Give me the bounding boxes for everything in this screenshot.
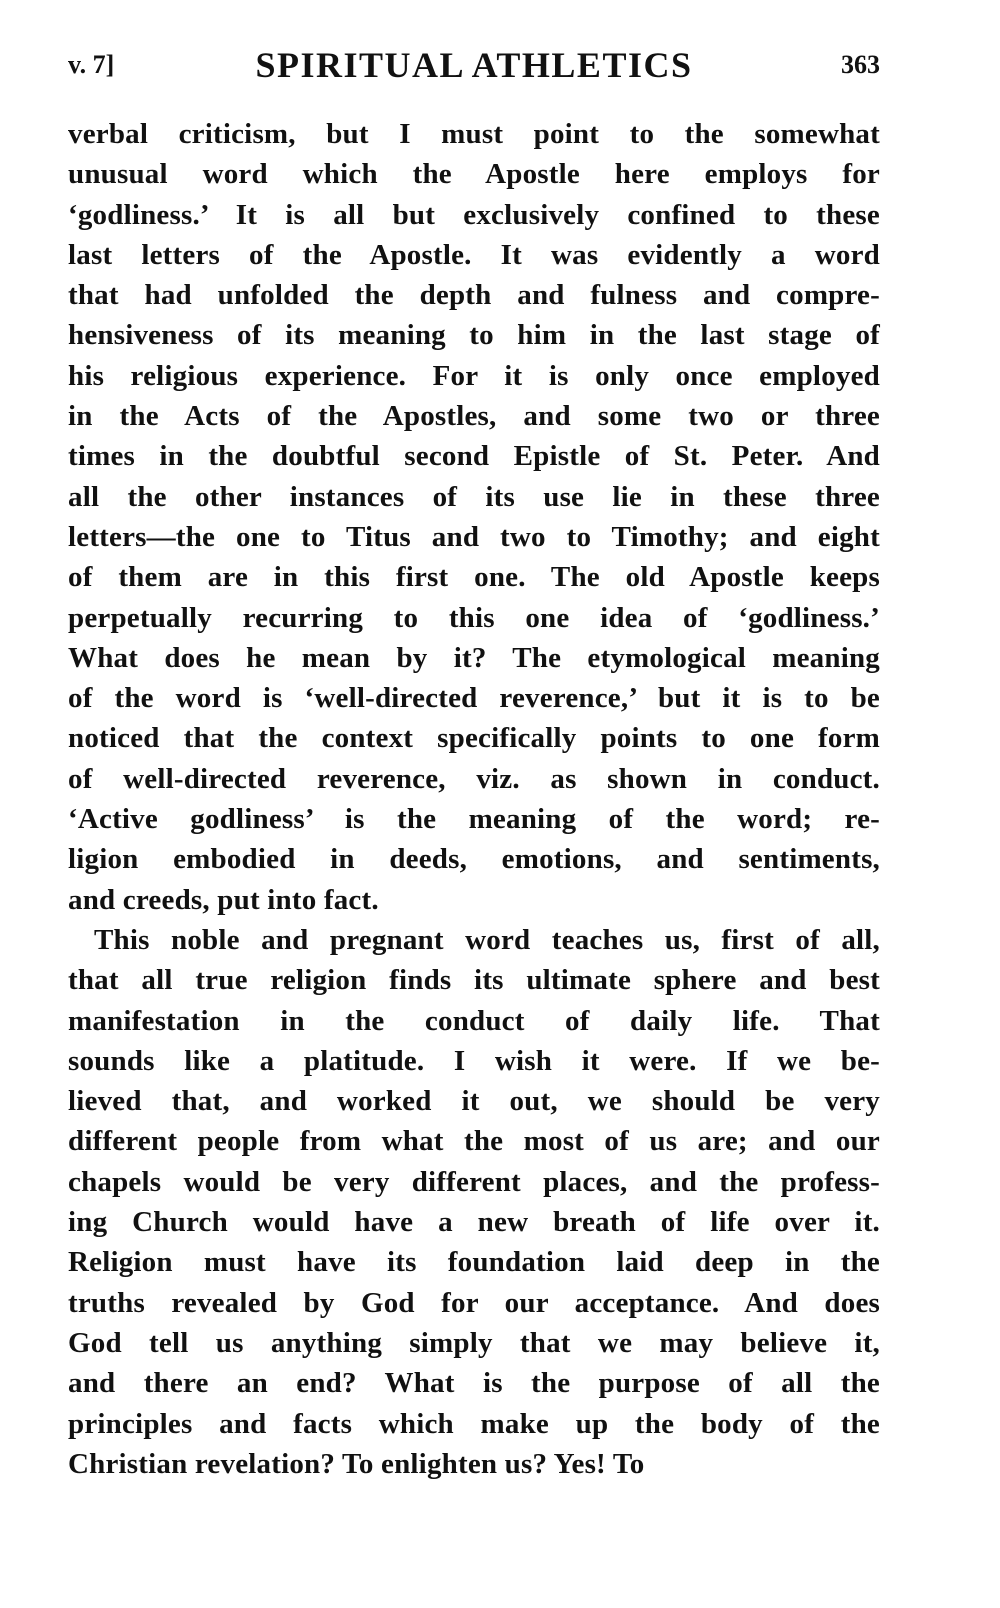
- paragraph: [68, 920, 880, 1484]
- text-line: Christian revelation? To enlighten us? Yes! To: [68, 1447, 645, 1480]
- text-line: ing Church would have a new breath of life over it.: [68, 1206, 880, 1239]
- text-line: noticed that the context specifically points to one form: [68, 722, 880, 755]
- page-number: 363: [841, 50, 880, 79]
- chapter-verse-ref: v. 7]: [68, 50, 115, 79]
- text-line: last letters of the Apostle. It was evidently a word: [68, 238, 880, 271]
- page-body: [68, 114, 880, 1484]
- text-line: Religion must have its foundation laid deep in the: [68, 1246, 880, 1279]
- text-line: ligion embodied in deeds, emotions, and sentiments,: [68, 843, 880, 876]
- text-line: ‘godliness.’ It is all but exclusively confined to these: [68, 198, 880, 231]
- text-line: of them are in this first one. The old Apostle keeps: [68, 561, 880, 594]
- running-title: SPIRITUAL ATHLETICS: [255, 45, 693, 85]
- text-line: his religious experience. For it is only once employed: [68, 359, 880, 392]
- text-line: that all true religion finds its ultimate sphere and best: [68, 964, 880, 997]
- text-line: that had unfolded the depth and fulness and compre-: [68, 279, 880, 312]
- text-line: chapels would be very different places, and the profess-: [68, 1165, 880, 1198]
- text-line: lieved that, and worked it out, we should be very: [68, 1085, 880, 1118]
- paragraph: [68, 114, 880, 920]
- text-line: truths revealed by God for our acceptance. And does: [68, 1286, 880, 1319]
- text-line: This noble and pregnant word teaches us, first of all,: [94, 923, 880, 956]
- text-line: of the word is ‘well-directed reverence,’ but it is to be: [68, 682, 880, 715]
- text-line: in the Acts of the Apostles, and some two or three: [68, 400, 880, 433]
- text-line: different people from what the most of us are; and our: [68, 1125, 880, 1158]
- text-line: ‘Active godliness’ is the meaning of the word; re-: [68, 803, 880, 836]
- text-line: letters—the one to Titus and two to Timothy; and eight: [68, 520, 880, 553]
- text-line: verbal criticism, but I must point to the somewhat: [68, 118, 880, 150]
- text-line: all the other instances of its use lie in these three: [68, 480, 880, 513]
- text-line: What does he mean by it? The etymological meaning: [68, 641, 880, 674]
- text-line: times in the doubtful second Epistle of St. Peter. And: [68, 440, 880, 473]
- text-line: unusual word which the Apostle here employs for: [68, 158, 880, 191]
- text-line: perpetually recurring to this one idea of ‘godliness.’: [68, 601, 880, 634]
- text-line: and creeds, put into fact.: [68, 883, 379, 916]
- text-line: sounds like a platitude. I wish it were. If we be-: [68, 1044, 880, 1077]
- text-line: manifestation in the conduct of daily life. That: [68, 1004, 880, 1037]
- text-line: and there an end? What is the purpose of all the: [68, 1367, 880, 1400]
- text-line: of well-directed reverence, viz. as shown in conduct.: [68, 762, 880, 795]
- running-header: [68, 44, 880, 88]
- text-line: God tell us anything simply that we may believe it,: [68, 1326, 880, 1359]
- text-line: hensiveness of its meaning to him in the last stage of: [68, 319, 880, 352]
- text-line: principles and facts which make up the body of the: [68, 1407, 880, 1440]
